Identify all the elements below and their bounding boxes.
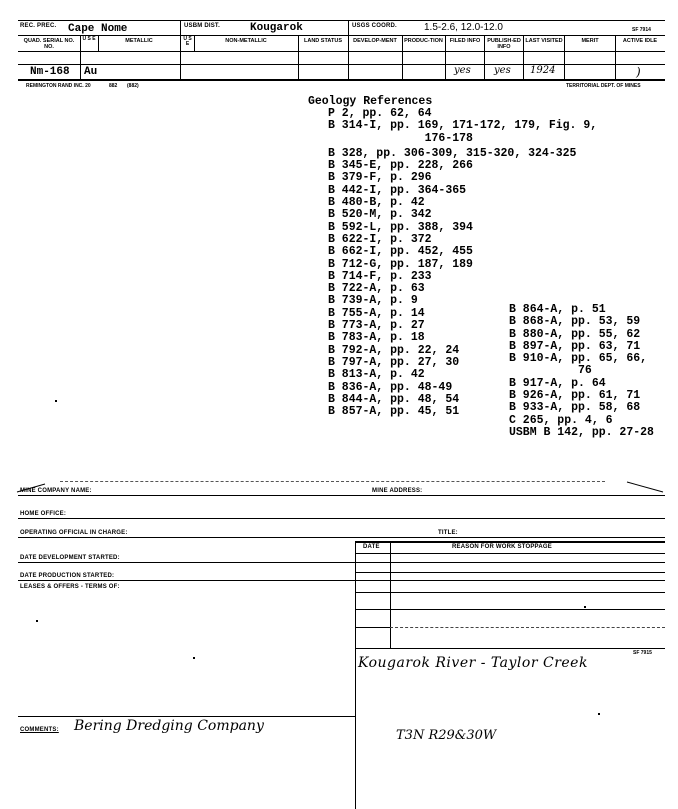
usgs-coord-label: USGS COORD. (352, 23, 397, 29)
reference-line: B 792-A, pp. 22, 24 (328, 343, 460, 357)
usbm-dist-value: Kougarok (250, 22, 303, 34)
merit-label: MERIT (581, 38, 599, 44)
reference-line: B 379-F, p. 296 (328, 171, 432, 185)
speck (55, 400, 57, 402)
reference-line: B 314-I, pp. 169, 171-172, 179, Fig. 9, (328, 119, 598, 133)
nonmetallic-use-label: U S E (183, 36, 192, 47)
reference-line: B 442-I, pp. 364-365 (328, 183, 467, 197)
comments-label: COMMENTS: (20, 727, 59, 733)
reference-line: B 722-A, p. 63 (328, 282, 425, 296)
printer-code-2: (882) (127, 83, 139, 89)
reference-line: B 662-I, pp. 452, 455 (328, 245, 473, 259)
published-info-label: PUBLISH-ED INFO (487, 38, 521, 50)
metallic-value: Au (84, 66, 98, 78)
development-label: DEVELOP-MENT (353, 38, 397, 44)
reference-line: B 712-G, pp. 187, 189 (328, 257, 473, 271)
metallic-use-label: U S E (82, 36, 96, 42)
references-title: Geology References (308, 95, 433, 108)
speck (598, 713, 600, 715)
usbm-dist-label: USBM DIST. (184, 23, 221, 29)
reference-line: B 897-A, pp. 63, 71 (509, 339, 641, 353)
reason-label: REASON FOR WORK STOPPAGE (452, 544, 552, 550)
reference-line: B 926-A, pp. 61, 71 (509, 389, 641, 403)
reference-line: 176-178 (328, 131, 473, 145)
usgs-coord-value: 1.5-2.6, 12.0-12.0 (424, 22, 503, 33)
nonmetallic-label: NON-METALLIC (225, 38, 267, 44)
production-started-label: DATE PRODUCTION STARTED: (20, 573, 115, 579)
reference-line: B 844-A, pp. 48, 54 (328, 392, 460, 406)
mine-address-label: MINE ADDRESS: (372, 488, 423, 494)
reference-line: B 345-E, pp. 228, 266 (328, 159, 473, 173)
published-info-value: yes (494, 65, 511, 76)
quad-serial-label: QUAD. SERIAL NO. NO. (23, 38, 75, 50)
references-right-column (509, 304, 654, 439)
filed-info-value: yes (454, 65, 471, 76)
reference-line: B 739-A, p. 9 (328, 294, 418, 308)
home-office-label: HOME OFFICE: (20, 511, 67, 517)
mine-company-label: MINE COMPANY NAME: (20, 488, 92, 494)
reference-line: B 857-A, pp. 45, 51 (328, 405, 460, 419)
reference-line: B 783-A, p. 18 (328, 331, 425, 345)
land-status-label: LAND STATUS (304, 38, 342, 44)
reference-line: B 520-M, p. 342 (328, 208, 432, 222)
reference-line: B 328, pp. 306-309, 315-320, 324-325 (328, 146, 577, 160)
reference-line: P 2, pp. 62, 64 (328, 107, 432, 120)
last-visited-label: LAST VISITED (525, 38, 563, 44)
reference-line: B 480-B, p. 42 (328, 196, 425, 210)
printer-code: 882 (109, 83, 118, 89)
reference-line: B 622-I, p. 372 (328, 232, 432, 246)
printer-label: REMINGTON RAND INC. 20 (26, 83, 91, 89)
speck (193, 657, 195, 659)
reference-line: B 933-A, pp. 58, 68 (509, 401, 641, 415)
reference-line: B 755-A, p. 14 (328, 306, 425, 320)
development-started-label: DATE DEVELOPMENT STARTED: (20, 555, 120, 561)
active-idle-value: ) (636, 65, 641, 79)
leases-label: LEASES & OFFERS - TERMS OF: (20, 584, 120, 590)
active-idle-label: ACTIVE IDLE (622, 38, 658, 44)
form-number-2: SF 7915 (633, 650, 652, 656)
metallic-label: METALLIC (125, 38, 153, 44)
reference-line: B 868-A, pp. 53, 59 (509, 315, 641, 329)
speck (584, 606, 586, 608)
comments-value: Bering Dredging Company (74, 718, 264, 734)
reference-line: B 714-F, p. 233 (328, 269, 432, 283)
location-note: Kougarok River - Taylor Creek (358, 655, 588, 671)
reference-line: B 910-A, pp. 65, 66, (509, 352, 648, 366)
reference-line: B 797-A, pp. 27, 30 (328, 355, 460, 369)
reference-line: B 864-A, p. 51 (509, 303, 606, 316)
date-label: DATE (363, 544, 380, 550)
speck (36, 620, 38, 622)
rec-prec-label: REC. PREC. (20, 23, 57, 29)
reference-line: B 917-A, p. 64 (509, 376, 606, 390)
filed-info-label: FILED INFO (449, 38, 481, 44)
title-label: TITLE: (438, 530, 458, 536)
reference-line: B 773-A, p. 27 (328, 319, 425, 333)
last-visited-value: 1924 (530, 65, 556, 76)
reference-line: B 836-A, pp. 48-49 (328, 380, 453, 394)
operating-official-label: OPERATING OFFICIAL IN CHARGE: (20, 530, 128, 536)
reference-line: USBM B 142, pp. 27-28 (509, 425, 654, 439)
rec-prec-value: Cape Nome (68, 23, 128, 35)
dept-label: TERRITORIAL DEPT. OF MINES (566, 83, 641, 89)
reference-line: B 813-A, p. 42 (328, 368, 425, 382)
reference-line: B 880-A, pp. 55, 62 (509, 327, 641, 341)
quad-value: Nm-168 (30, 66, 70, 78)
reference-line: C 265, pp. 4, 6 (509, 413, 613, 427)
reference-line: B 592-L, pp. 388, 394 (328, 220, 473, 234)
township-note: T3N R29&30W (396, 728, 497, 743)
reference-line: 76 (509, 364, 592, 378)
production-label: PRODUC-TION (404, 38, 443, 44)
form-number: SF 7914 (632, 27, 651, 33)
